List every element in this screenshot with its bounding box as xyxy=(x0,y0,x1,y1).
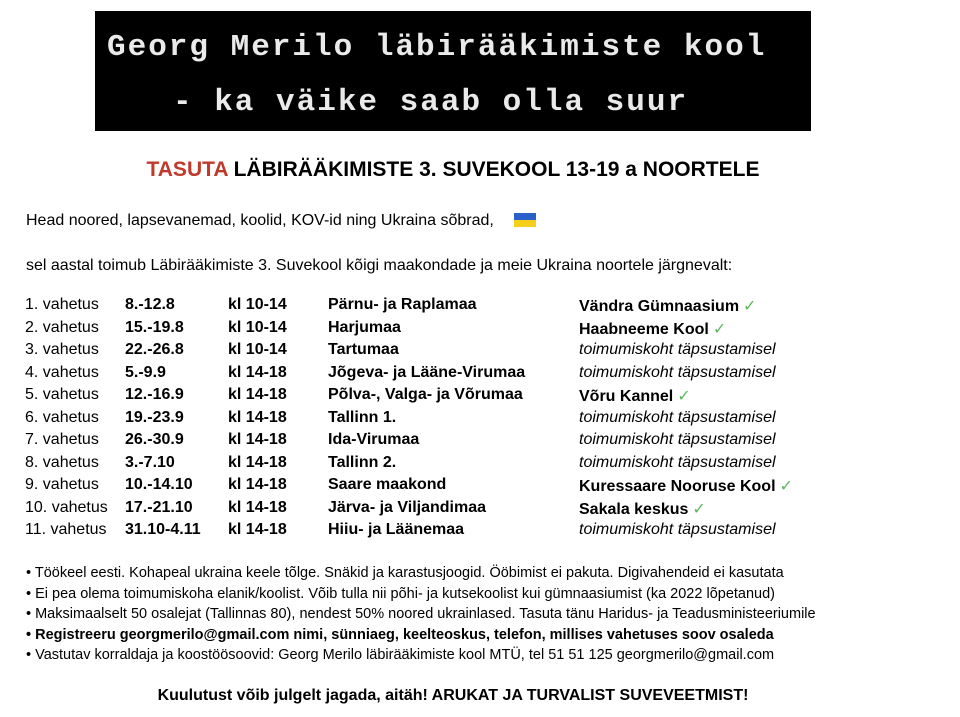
shift-time: kl 14-18 xyxy=(228,498,287,516)
ukraine-flag-icon xyxy=(514,213,536,227)
note-item: • Ei pea olema toimumiskoha elanik/koolist. Võib tulla nii põhi- ja kutsekoolist kui gümnaasiumist (ka 2022 lõpetanud) xyxy=(26,585,775,602)
shift-region: Saare maakond xyxy=(328,476,447,493)
shift-dates: 17.-21.10 xyxy=(125,498,193,516)
venue-name: Võru Kannel xyxy=(579,388,674,405)
shift-venue xyxy=(579,364,776,382)
shift-time: kl 14-18 xyxy=(228,408,287,426)
shift-venue xyxy=(579,296,756,316)
shift-number: 9. vahetus xyxy=(25,476,99,493)
shift-venue xyxy=(579,476,793,496)
shift-dates: 19.-23.9 xyxy=(125,408,184,426)
title-rest: LÄBIRÄÄKIMISTE 3. SUVEKOOL 13-19 a NOORTELE xyxy=(233,158,760,181)
shift-venue xyxy=(579,409,776,427)
shift-number: 5. vahetus xyxy=(25,386,99,403)
shift-dates: 22.-26.8 xyxy=(125,341,184,358)
shift-number: 2. vahetus xyxy=(25,318,99,336)
shift-region: Pärnu- ja Raplamaa xyxy=(328,296,477,313)
shift-time: kl 10-14 xyxy=(228,341,287,358)
shift-time: kl 14-18 xyxy=(228,453,287,471)
venue-name: toimumiskoht täpsustamisel xyxy=(579,521,776,538)
shift-number: 6. vahetus xyxy=(25,408,99,426)
shift-time: kl 14-18 xyxy=(228,363,287,381)
intro-line-1-row xyxy=(26,212,536,230)
venue-name: Haabneeme Kool xyxy=(579,320,709,338)
shift-region: Tallinn 2. xyxy=(328,453,397,471)
intro-line-2: sel aastal toimub Läbirääkimiste 3. Suvekool kõigi maakondade ja meie Ukraina noortele järgnevalt: xyxy=(26,257,733,274)
note-item: • Vastutav korraldaja ja koostöösoovid: Georg Merilo läbirääkimiste kool MTÜ, tel 51 51 125 georgmerilo@gmail.com xyxy=(26,647,775,663)
shift-region: Tartumaa xyxy=(328,341,399,358)
shift-venue xyxy=(579,499,706,519)
banner-line-1: Georg Merilo läbirääkimiste kool xyxy=(107,30,767,65)
venue-name: toimumiskoht täpsustamisel xyxy=(579,363,776,381)
note-item: • Registreeru georgmerilo@gmail.com nimi, sünniaeg, keelteoskus, telefon, millises vahetuses soov osaleda xyxy=(26,626,774,643)
shift-time: kl 10-14 xyxy=(228,318,287,336)
shift-region: Harjumaa xyxy=(328,318,401,336)
venue-name: toimumiskoht täpsustamisel xyxy=(579,408,776,426)
shift-time: kl 14-18 xyxy=(228,431,287,448)
shift-number: 4. vahetus xyxy=(25,363,99,381)
shift-dates: 8.-12.8 xyxy=(125,296,175,313)
shift-number: 8. vahetus xyxy=(25,453,99,471)
shift-region: Järva- ja Viljandimaa xyxy=(328,498,487,516)
intro-line-1: Head noored, lapsevanemad, koolid, KOV-id ning Ukraina sõbrad, xyxy=(26,212,494,229)
checkmark-icon: ✓ xyxy=(743,298,757,315)
shift-dates: 10.-14.10 xyxy=(125,476,193,493)
shift-time: kl 14-18 xyxy=(228,386,287,403)
shift-venue xyxy=(579,454,776,472)
page-title xyxy=(0,158,906,182)
shift-time: kl 10-14 xyxy=(228,296,287,313)
footer-text: Kuulutust võib julgelt jagada, aitäh! ARUKAT JA TURVALIST SUVEVEETMIST! xyxy=(157,687,749,704)
flag-yellow-stripe xyxy=(514,220,536,227)
shift-dates: 31.10-4.11 xyxy=(125,521,201,538)
note-item: • Maksimaalselt 50 osalejat (Tallinnas 80), nendest 50% noored ukrainlased. Tasuta tänu Haridus- ja Teadusministeeriumile xyxy=(26,606,816,622)
shift-region: Ida-Virumaa xyxy=(328,431,420,448)
venue-name: toimumiskoht täpsustamisel xyxy=(579,341,776,358)
note-item: • Töökeel eesti. Kohapeal ukraina keele tõlge. Snäkid ja karastusjoogid. Ööbimist ei pakuta. Digivahendeid ei kasutata xyxy=(26,565,784,581)
shift-dates: 12.-16.9 xyxy=(125,386,184,403)
shift-time: kl 14-18 xyxy=(228,476,287,493)
header-banner xyxy=(95,11,811,131)
shift-venue xyxy=(579,521,776,539)
shift-time: kl 14-18 xyxy=(228,521,287,538)
shift-venue xyxy=(579,341,776,359)
venue-name: Vändra Gümnaasium xyxy=(579,298,740,315)
shift-number: 7. vahetus xyxy=(25,431,99,448)
flag-blue-stripe xyxy=(514,213,536,220)
checkmark-icon: ✓ xyxy=(779,478,793,495)
venue-name: toimumiskoht täpsustamisel xyxy=(579,453,776,471)
shift-dates: 3.-7.10 xyxy=(125,453,175,471)
shift-region: Tallinn 1. xyxy=(328,408,397,426)
shift-dates: 15.-19.8 xyxy=(125,318,184,336)
shift-region: Jõgeva- ja Lääne-Virumaa xyxy=(328,363,526,381)
shift-venue xyxy=(579,319,726,339)
venue-name: Kuressaare Nooruse Kool xyxy=(579,478,776,495)
shift-number: 1. vahetus xyxy=(25,296,99,313)
shift-venue xyxy=(579,431,776,449)
shift-dates: 26.-30.9 xyxy=(125,431,184,448)
banner-line-2: - ka väike saab olla suur xyxy=(173,85,689,120)
title-highlight: TASUTA xyxy=(146,158,228,181)
notes-list xyxy=(26,565,816,668)
shift-region: Hiiu- ja Läänemaa xyxy=(328,521,465,538)
shift-region: Põlva-, Valga- ja Võrumaa xyxy=(328,386,523,403)
shift-number: 11. vahetus xyxy=(25,521,107,538)
checkmark-icon: ✓ xyxy=(692,500,706,518)
checkmark-icon: ✓ xyxy=(712,320,727,338)
shift-number: 10. vahetus xyxy=(25,498,108,516)
shift-venue xyxy=(579,386,691,406)
venue-name: Sakala keskus xyxy=(579,500,689,518)
venue-name: toimumiskoht täpsustamisel xyxy=(579,431,776,448)
shift-number: 3. vahetus xyxy=(25,341,99,358)
checkmark-icon: ✓ xyxy=(677,388,691,405)
shift-dates: 5.-9.9 xyxy=(125,363,166,381)
